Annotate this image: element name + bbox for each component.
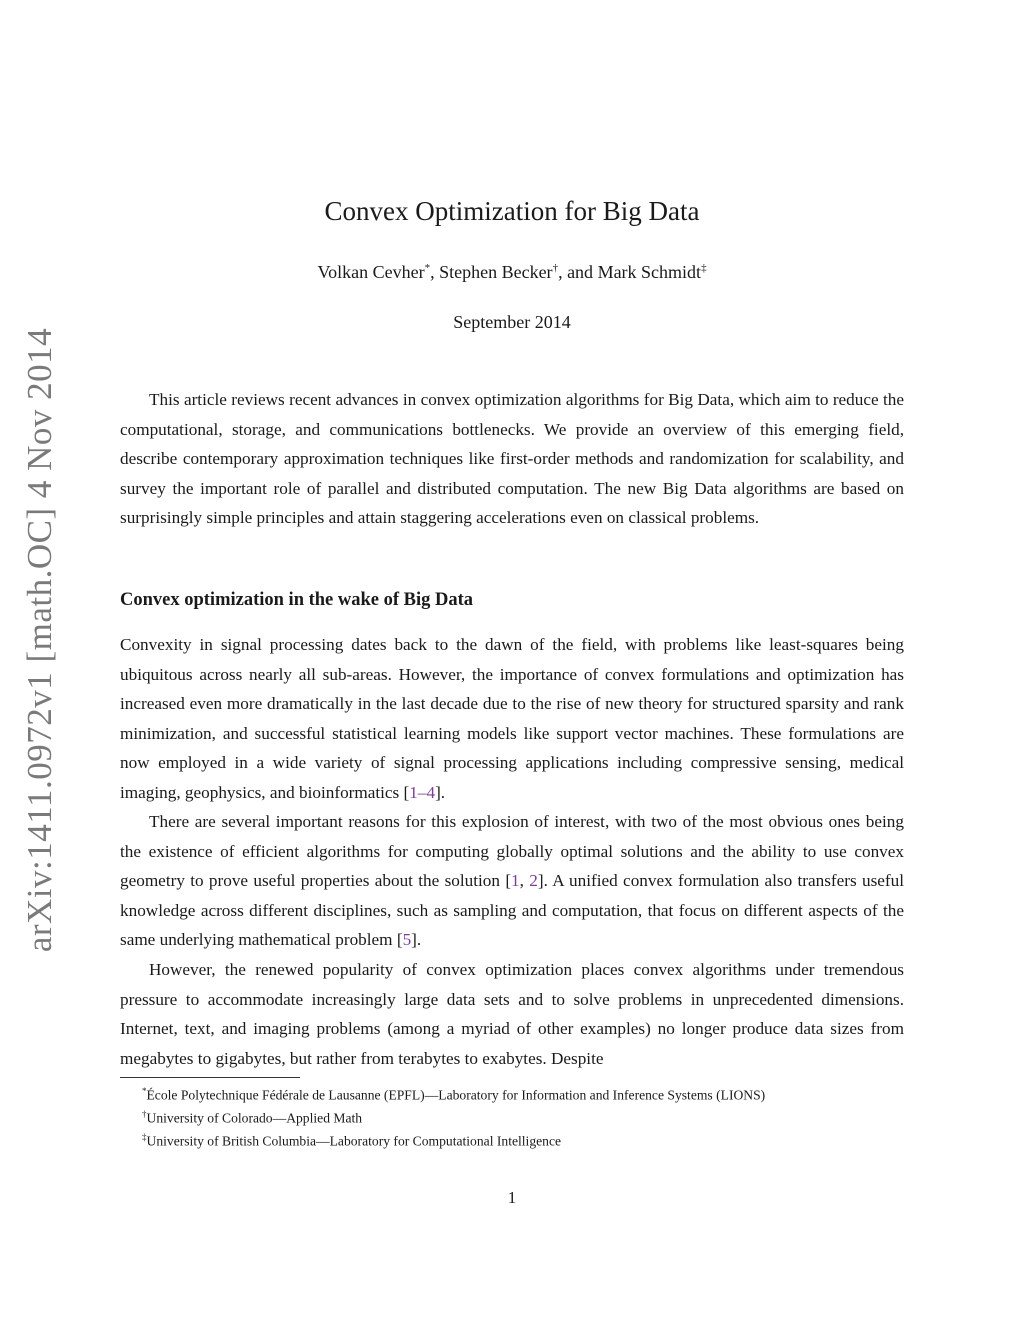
paragraph-end: . (416, 930, 422, 949)
author-footnote-mark[interactable]: † (552, 262, 559, 274)
citation-link[interactable]: 2 (529, 871, 538, 890)
footnote (142, 1082, 922, 1105)
author-separator: , (430, 262, 440, 282)
paragraph-text: . A unified convex formulation also transfers useful knowledge across different disciplines, such as sampling and computation, that focus on different aspects of the same underlying mathematical problem (120, 871, 905, 949)
footnote-mark: * (142, 1086, 147, 1096)
footnote (142, 1105, 922, 1128)
citation-link[interactable]: 1–4 (409, 782, 436, 802)
footnote (142, 1128, 922, 1151)
section-heading: Convex optimization in the wake of Big Data (120, 590, 474, 610)
paper-title: Convex Optimization for Big Data (324, 196, 700, 226)
body-paragraph: There are several important reasons for this explosion of interest, with two of the most obvious ones being the existence of efficient algorithms for computing globally optimal solutions and the ability to use convex geometry to prove useful properties about the solution [1, 2]. A unified convex formulation also transfers useful knowledge across different disciplines, such as sampling and computation, that focus on different aspects of the same underlying mathematical problem [5]. (120, 812, 905, 949)
citation-separator: , (519, 871, 530, 890)
page-number: 1 (507, 1188, 517, 1207)
author-name: Stephen Becker (439, 262, 553, 282)
footnote-text: University of Colorado—Applied Math (146, 1110, 363, 1126)
author-footnote-mark[interactable]: ‡ (701, 262, 707, 274)
paragraph-text: There are several important reasons for this explosion of interest, with two of the most obvious ones being the existence of efficient algorithms for computing globally optimal solutions and the ability to use convex geometry to prove useful properties about the solution (120, 812, 904, 890)
body-paragraph: Convexity in signal processing dates back to the dawn of the field, with problems like least-squares being ubiquitous across nearly all sub-areas. However, the importance of convex formulations and optimization has increased even more dramatically in the last decade due to the rise of new theory for structured sparsity and rank minimization, and successful statistical learning models like support vector machines. These formulations are now employed in a wide variety of signal processing applications including compressive sensing, medical imaging, geophysics, and bioinformatics [1–4]. (120, 635, 904, 802)
publication-date: September 2014 (453, 312, 571, 332)
footnote-text: École Polytechnique Fédérale de Lausanne (EPFL)—Laboratory for Information and Inference Systems (LIONS) (146, 1087, 766, 1103)
abstract: This article reviews recent advances in convex optimization algorithms for Big Data, which aim to reduce the computational, storage, and communications bottlenecks. We provide an overview of this emerging field, describe contemporary approximation techniques like first-order methods and randomization for scalability, and survey the important role of parallel and distributed computation. The new Big Data algorithms are based on surprisingly simple principles and attain staggering accelerations even on classical problems. (120, 390, 904, 527)
body-paragraph: However, the renewed popularity of convex optimization places convex algorithms under tremendous pressure to accommodate increasingly large data sets and to solve problems in unprecedented dimensions. Internet, text, and imaging problems (among a myriad of other examples) no longer produce data sizes from megabytes to gigabytes, but rather from terabytes to exabytes. Despite (120, 960, 904, 1068)
footnotes (142, 1082, 922, 1151)
paragraph-end: . (440, 782, 446, 802)
footnote-mark: ‡ (142, 1132, 147, 1143)
author-footnote-mark[interactable]: * (424, 262, 431, 274)
paragraph-text: Convexity in signal processing dates back to the dawn of the field, with problems like least-squares being ubiquitous across nearly all sub-areas. However, the importance of convex formulations and optimization has increased even more dramatically in the last decade due to the rise of new theory for structured sparsity and rank minimization, and successful statistical learning models like support vector machines. These formulations are now employed in a wide variety of signal processing applications including compressive sensing, medical imaging, geophysics, and bioinformatics (120, 635, 904, 802)
footnote-mark: † (142, 1109, 147, 1120)
author-name: Mark Schmidt (597, 262, 702, 282)
footnote-divider (120, 1077, 300, 1078)
citation-link[interactable]: 1 (511, 871, 520, 890)
author-list (0, 262, 1024, 283)
author-separator: , and (558, 262, 598, 282)
arxiv-stamp: arXiv:1411.0972v1 [math.OC] 4 Nov 2014 (20, 327, 59, 953)
author-name: Volkan Cevher (317, 262, 425, 282)
footnote-text: University of British Columbia—Laboratory for Computational Intelligence (146, 1133, 562, 1149)
citation-link[interactable]: 5 (402, 930, 412, 949)
